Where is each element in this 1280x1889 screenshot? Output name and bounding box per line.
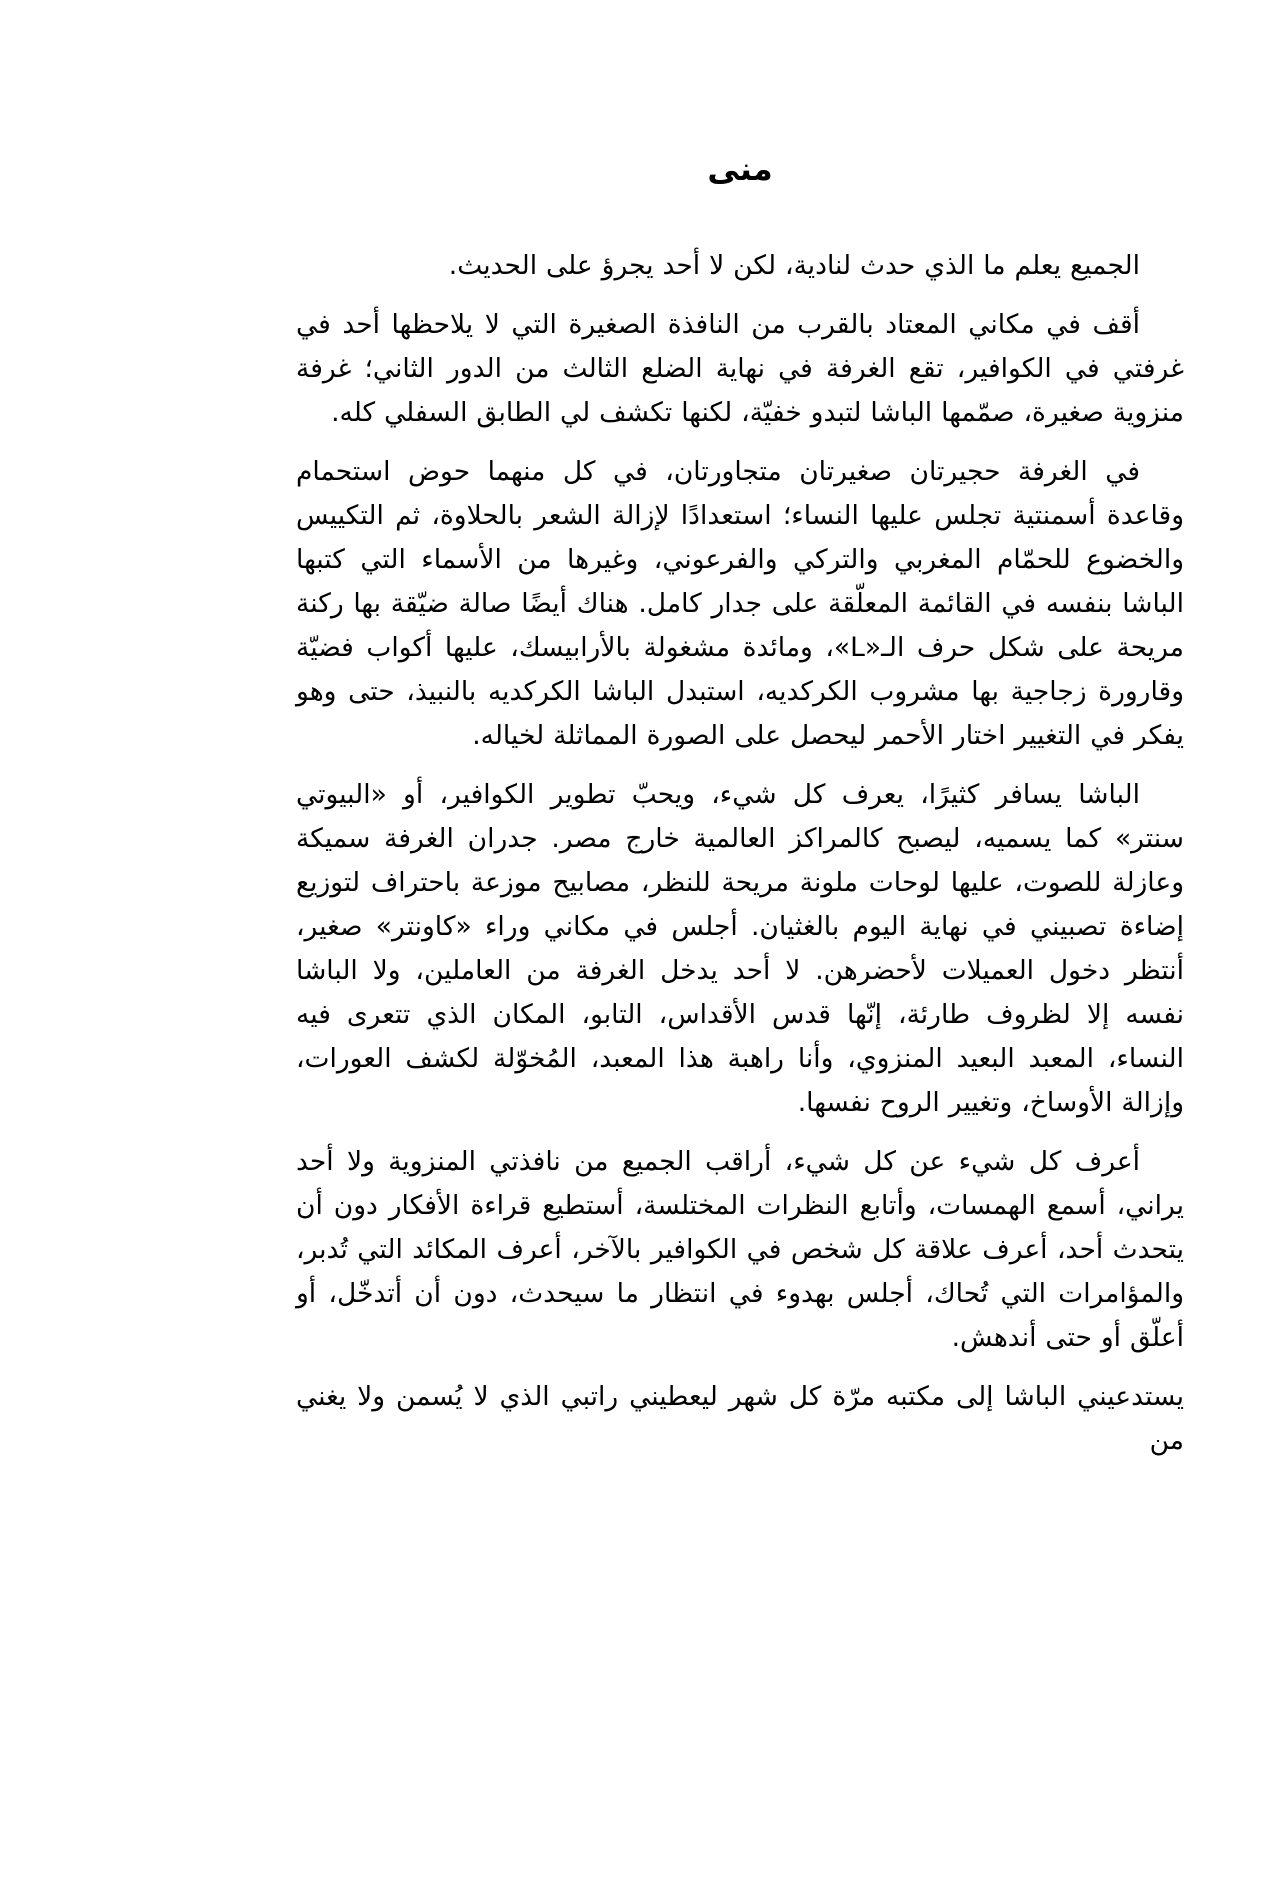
- paragraph-2: أقف في مكاني المعتاد بالقرب من النافذة الصغيرة التي لا يلاحظها أحد في غرفتي في الكوافير، تقع الغرفة في نهاية الضلع الثالث من الدور الثاني؛ غرفة منزوية صغيرة، صمّمها الباشا لتبدو خفيّة، لكنها تكشف لي الطابق السفلي كله.: [296, 309, 1184, 429]
- paragraph-5: أعرف كل شيء عن كل شيء، أراقب الجميع من نافذتي المنزوية ولا أحد يراني، أسمع الهمسات، وأتابع النظرات المختلسة، أستطيع قراءة الأفكار دون أن يتحدث أحد، أعرف علاقة كل شخص في الكوافير بالآخر، أعرف المكائد التي تُدبر، والمؤامرات التي تُحاك، أجلس بهدوء في انتظار ما سيحدث، دون أن أتدخّل، أو أعلّق أو حتى أندهش.: [296, 1146, 1184, 1354]
- paragraph-6: يستدعيني الباشا إلى مكتبه مرّة كل شهر ليعطيني راتبي الذي لا يُسمن ولا يغني من: [296, 1381, 1184, 1456]
- paragraph-1: الجميع يعلم ما الذي حدث لنادية، لكن لا أحد يجرؤ على الحديث.: [448, 250, 1140, 282]
- paragraph-3: في الغرفة حجيرتان صغيرتان متجاورتان، في كل منهما حوض استحمام وقاعدة أسمنتية تجلس عليها النساء؛ استعدادًا لإزالة الشعر بالحلاوة، ثم التكييس والخضوع للحمّام المغربي والتركي والفرعوني، وغيرها من الأسماء التي كتبها الباشا بنفسه في القائمة المعلّقة على جدار كامل. هناك أيضًا صالة ضيّقة بها ركنة مريحة على شكل حرف الـ«L»، ومائدة مشغولة بالأرابيسك، عليها أكواب فضيّة وقارورة زجاجية بها مشروب الكركديه، استبدل الباشا الكركديه بالنبيذ، حتى وهو يفكر في التغيير اختار الأحمر ليحصل على الصورة المماثلة لخياله.: [296, 456, 1184, 752]
- page-content: [296, 150, 1184, 1463]
- paragraph-4: الباشا يسافر كثيرًا، يعرف كل شيء، ويحبّ تطوير الكوافير، أو «البيوتي سنتر» كما يسميه، ليصبح كالمراكز العالمية خارج مصر. جدران الغرفة سميكة وعازلة للصوت، عليها لوحات ملونة مريحة للنظر، مصابيح موزعة باحتراف لتوزيع إضاءة تصبيني في نهاية اليوم بالغثيان. أجلس في مكاني وراء «كاونتر» صغير، أنتظر دخول العميلات لأحضرهن. لا أحد يدخل الغرفة من العاملين، ولا الباشا نفسه إلا لظروف طارئة، إنّها قدس الأقداس، التابو، المكان الذي تتعرى فيه النساء، المعبد البعيد المنزوي، وأنا راهبة هذا المعبد، المُخوّلة لكشف العورات، وإزالة الأوساخ، وتغيير الروح نفسها.: [296, 779, 1184, 1119]
- page-title: منى: [707, 150, 773, 188]
